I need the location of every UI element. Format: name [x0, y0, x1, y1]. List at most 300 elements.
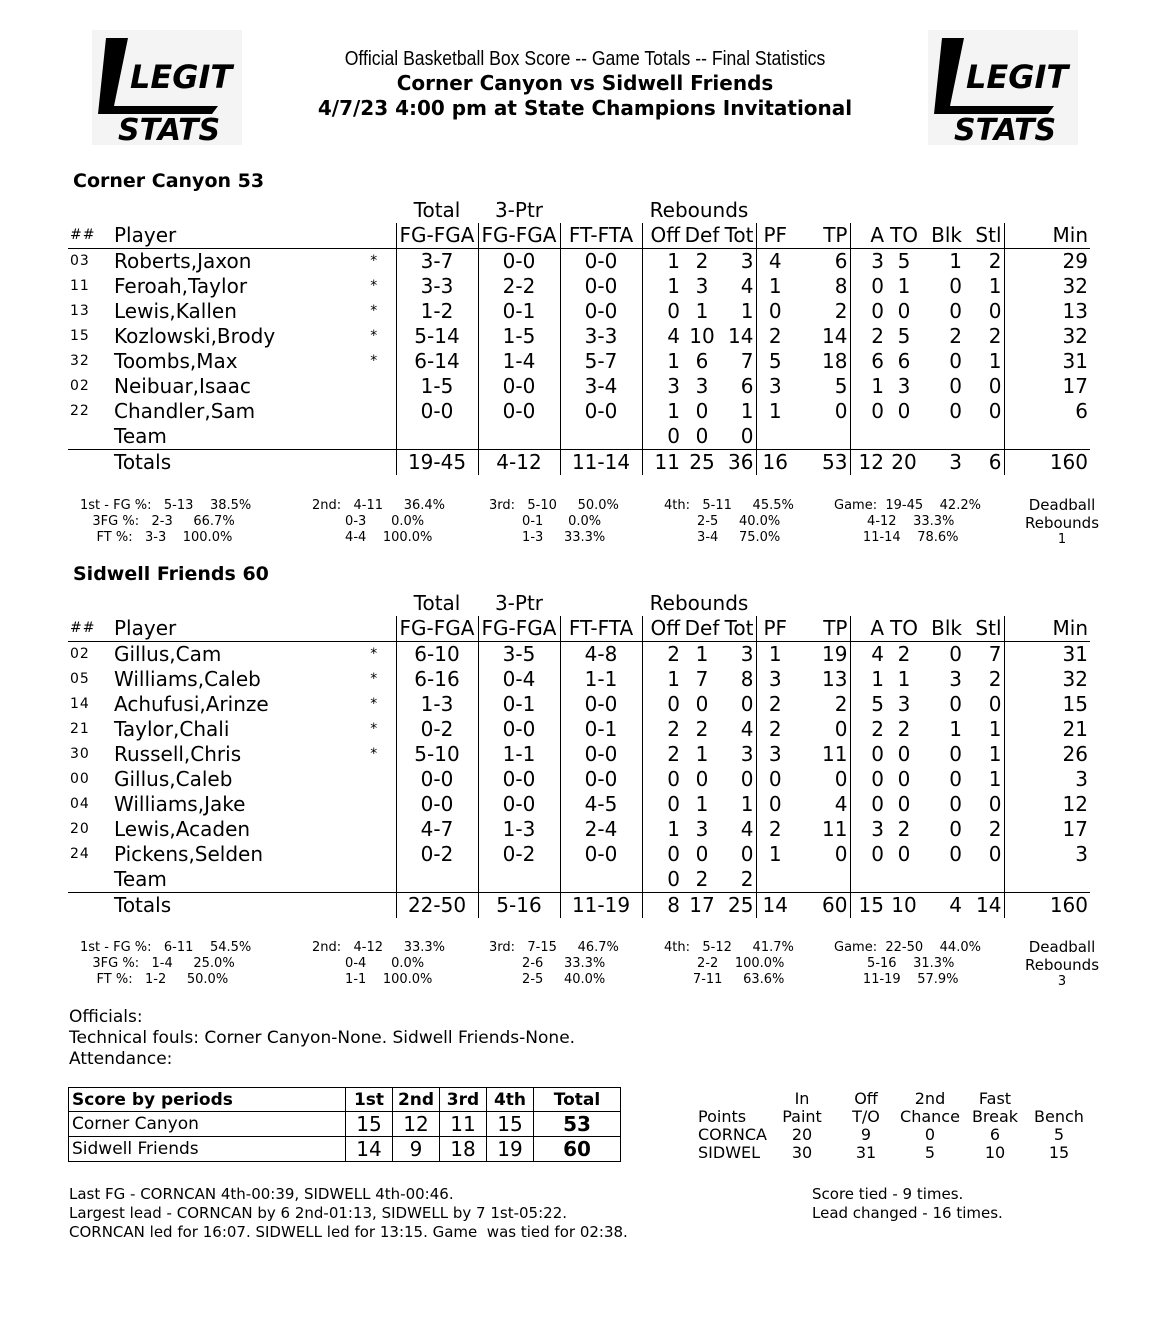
player-tot-cell: 3 — [722, 642, 756, 668]
totals-pf-cell: 16 — [756, 450, 794, 476]
quarter-stat-q3: 3rd: 7-15 46.7% 2-6 33.3% 2-5 40.0% — [489, 940, 619, 987]
column-group-cell — [352, 591, 396, 616]
player-tot-cell: 4 — [722, 817, 756, 842]
player-off-cell: 0 — [667, 767, 680, 791]
player-blk-cell: 0 — [949, 792, 962, 816]
periods-header-cell: 3rd — [440, 1088, 487, 1112]
player-tot-cell: 6 — [722, 374, 756, 399]
player-row — [68, 742, 1090, 767]
player-off-cell: 1 — [667, 667, 680, 691]
player-blk-cell: 1 — [949, 717, 962, 741]
player-pf-cell: 2 — [768, 817, 782, 841]
column-header-blk: Blk — [922, 616, 964, 642]
player-a-cell: 2 — [871, 324, 884, 348]
player-starter-cell — [352, 867, 396, 893]
totals-starter-cell — [352, 893, 396, 919]
player-to-cell: 0 — [897, 299, 911, 323]
player-a-cell — [850, 867, 886, 893]
column-group-row — [68, 591, 1090, 616]
player-row — [68, 349, 1090, 374]
periods-score-cell: 11 — [440, 1112, 487, 1137]
player-fg-cell: 1-3 — [396, 692, 478, 717]
player-a-cell: 3 — [871, 817, 884, 841]
player-name-cell: Gillus,Cam — [114, 642, 222, 666]
player-pf-cell: 1 — [768, 842, 782, 866]
player-tp3-cell: 0-0 — [478, 792, 560, 817]
player-min-cell: 31 — [1062, 642, 1088, 666]
quarter-stat-q2: 2nd: 4-12 33.3% 0-4 0.0% 1-1 100.0% — [312, 940, 446, 987]
player-num-cell: 20 — [70, 821, 90, 837]
tie-summary: Score tied - 9 times. Lead changed - 16 times. — [812, 1185, 1003, 1222]
player-tot-cell: 14 — [722, 324, 756, 349]
player-row — [68, 767, 1090, 792]
player-min-cell: 13 — [1062, 299, 1088, 323]
points-cell: 5 — [1053, 1125, 1065, 1144]
column-group-cell — [68, 198, 112, 223]
player-blk-cell: 0 — [949, 642, 962, 666]
player-off-cell: 1 — [667, 399, 680, 423]
player-tot-cell: 0 — [722, 424, 756, 450]
totals-tot-cell: 25 — [722, 893, 756, 919]
player-name-cell: Williams,Caleb — [114, 667, 261, 691]
player-blk-cell — [922, 867, 964, 893]
column-header-a: A — [850, 223, 886, 249]
player-def-cell: 7 — [695, 667, 709, 691]
player-pf-cell: 0 — [768, 767, 782, 791]
player-a-cell: 4 — [871, 642, 884, 666]
player-a-cell: 0 — [871, 842, 884, 866]
player-def-cell: 1 — [695, 642, 709, 666]
player-stl-cell — [964, 867, 1004, 893]
player-min-cell: 15 — [1062, 692, 1088, 716]
player-ft-cell: 3-3 — [560, 324, 642, 349]
column-header-pf: PF — [756, 223, 794, 249]
player-pf-cell: 2 — [768, 717, 782, 741]
column-group-cell — [1004, 198, 1090, 223]
player-tp3-cell: 0-1 — [478, 299, 560, 324]
periods-header-cell: 2nd — [393, 1088, 440, 1112]
column-header-blk: Blk — [922, 223, 964, 249]
player-row — [68, 792, 1090, 817]
player-tot-cell: 3 — [722, 249, 756, 275]
player-fg-cell: 0-0 — [396, 792, 478, 817]
periods-score-cell: 53 — [534, 1112, 621, 1137]
column-header-fg: FG-FGA — [396, 223, 478, 249]
totals-def-cell: 25 — [682, 450, 722, 476]
player-tp-cell — [794, 424, 850, 450]
game-date-venue: 4/7/23 4:00 pm at State Champions Invitational — [317, 96, 853, 120]
matchup-title: Corner Canyon vs Sidwell Friends — [396, 71, 774, 95]
column-header-def: Def — [682, 616, 722, 642]
player-tp-cell: 0 — [794, 399, 850, 424]
player-tp-cell: 0 — [794, 842, 850, 867]
player-num-cell: 00 — [70, 771, 90, 787]
player-min-cell: 6 — [1075, 399, 1088, 423]
player-fg-cell: 3-3 — [396, 274, 478, 299]
player-tp-cell — [794, 867, 850, 893]
player-a-cell: 1 — [871, 374, 884, 398]
player-row — [68, 667, 1090, 692]
player-off-cell: 0 — [667, 867, 680, 891]
player-num-cell: 21 — [70, 721, 90, 737]
player-def-cell: 0 — [695, 767, 709, 791]
player-blk-cell: 1 — [949, 249, 962, 273]
player-ft-cell: 0-0 — [560, 274, 642, 299]
player-to-cell: 0 — [897, 742, 911, 766]
player-tp-cell: 4 — [794, 792, 850, 817]
player-tp-cell: 11 — [794, 742, 850, 767]
player-blk-cell: 0 — [949, 299, 962, 323]
player-fg-cell: 1-2 — [396, 299, 478, 324]
periods-header-row — [69, 1088, 621, 1112]
legit-stats-logo-graphic — [928, 30, 1078, 145]
totals-row — [68, 893, 1090, 919]
player-pf-cell: 2 — [768, 692, 782, 716]
player-pf-cell: 3 — [768, 374, 782, 398]
player-row — [68, 867, 1090, 893]
points-cell: Paint — [782, 1107, 822, 1126]
column-header-tot: Tot — [722, 223, 756, 249]
player-a-cell: 0 — [871, 767, 884, 791]
player-row — [68, 692, 1090, 717]
player-to-cell: 5 — [897, 324, 911, 348]
player-to-cell: 1 — [897, 274, 911, 298]
column-header-player: Player — [112, 223, 352, 249]
player-blk-cell: 0 — [949, 742, 962, 766]
player-off-cell: 0 — [667, 424, 680, 448]
column-header-tp3: FG-FGA — [478, 616, 560, 642]
player-tp3-cell: 0-1 — [478, 692, 560, 717]
logo-word-legit: LEGIT — [130, 58, 233, 96]
player-row — [68, 424, 1090, 450]
column-header-stl: Stl — [964, 616, 1004, 642]
column-header-min: Min — [1004, 616, 1090, 642]
column-header-tot: Tot — [722, 616, 756, 642]
points-cell: Break — [971, 1107, 1019, 1126]
player-tp-cell: 14 — [794, 324, 850, 349]
logo-word-legit: LEGIT — [966, 58, 1069, 96]
player-blk-cell: 3 — [949, 667, 962, 691]
player-tp3-cell — [478, 424, 560, 450]
player-stl-cell: 2 — [964, 324, 1004, 349]
player-starter-cell: * — [352, 667, 396, 692]
logo-word-stats: STATS — [954, 113, 1057, 145]
column-header-to: TO — [886, 223, 922, 249]
player-ft-cell: 0-0 — [560, 842, 642, 867]
quarter-stat-q3: 3rd: 5-10 50.0% 0-1 0.0% 1-3 33.3% — [489, 498, 619, 545]
totals-ft-cell: 11-19 — [560, 893, 642, 919]
player-starter-cell — [352, 792, 396, 817]
player-def-cell: 0 — [695, 842, 709, 866]
column-group-cell — [964, 591, 1004, 616]
box-score-table — [68, 591, 1090, 918]
player-tot-cell: 4 — [722, 717, 756, 742]
player-stl-cell: 2 — [964, 667, 1004, 692]
column-group-cell — [560, 198, 642, 223]
player-def-cell: 1 — [695, 792, 709, 816]
game-notes — [69, 1007, 575, 1070]
totals-tot-cell: 36 — [722, 450, 756, 476]
player-tp-cell: 13 — [794, 667, 850, 692]
column-group-cell — [922, 591, 964, 616]
player-name-cell: Team — [114, 867, 167, 891]
player-num-cell: 05 — [70, 671, 90, 687]
player-row — [68, 299, 1090, 324]
column-header-off: Off — [642, 223, 682, 249]
player-tp3-cell — [478, 867, 560, 893]
player-tp3-cell: 0-0 — [478, 399, 560, 424]
player-name-cell: Lewis,Acaden — [114, 817, 251, 841]
player-def-cell: 0 — [695, 399, 709, 423]
totals-stl-cell: 14 — [964, 893, 1004, 919]
player-stl-cell: 1 — [964, 349, 1004, 374]
player-to-cell — [886, 424, 922, 450]
totals-min-cell: 160 — [1004, 450, 1090, 476]
deadball-rebounds-label: Deadball Rebounds — [1024, 496, 1100, 532]
player-to-cell: 0 — [897, 767, 911, 791]
player-stl-cell: 7 — [964, 642, 1004, 668]
column-header-pf: PF — [756, 616, 794, 642]
player-off-cell: 2 — [667, 742, 680, 766]
player-tp3-cell: 0-0 — [478, 767, 560, 792]
attendance-line: Attendance: — [69, 1049, 173, 1069]
player-fg-cell: 4-7 — [396, 817, 478, 842]
column-group-cell — [850, 198, 886, 223]
column-group-cell — [756, 591, 794, 616]
player-def-cell: 3 — [695, 817, 709, 841]
player-a-cell: 6 — [871, 349, 884, 373]
points-cell: In — [794, 1089, 810, 1108]
player-tot-cell: 1 — [722, 299, 756, 324]
player-blk-cell: 0 — [949, 767, 962, 791]
totals-pf-cell: 14 — [756, 893, 794, 919]
player-stl-cell: 0 — [964, 692, 1004, 717]
column-group-rebounds: Rebounds — [649, 591, 749, 615]
totals-a-cell: 12 — [850, 450, 886, 476]
totals-num-cell — [68, 893, 112, 919]
player-row — [68, 399, 1090, 424]
totals-tp3-cell: 4-12 — [478, 450, 560, 476]
player-min-cell — [1004, 867, 1090, 893]
player-row — [68, 817, 1090, 842]
player-starter-cell: * — [352, 299, 396, 324]
score-by-periods-table — [68, 1087, 621, 1162]
player-a-cell — [850, 424, 886, 450]
points-cell: 9 — [860, 1125, 872, 1144]
periods-team-name: Sidwell Friends — [69, 1137, 346, 1162]
player-tp-cell: 18 — [794, 349, 850, 374]
player-a-cell: 3 — [871, 249, 884, 273]
column-group-cell: Total — [413, 591, 461, 615]
player-name-cell: Feroah,Taylor — [114, 274, 248, 298]
totals-name-cell: Totals — [112, 450, 352, 476]
player-name-cell: Chandler,Sam — [114, 399, 256, 423]
player-tot-cell: 3 — [722, 742, 756, 767]
player-name-cell: Achufusi,Arinze — [114, 692, 269, 716]
player-stl-cell: 1 — [964, 742, 1004, 767]
points-cell: T/O — [852, 1107, 880, 1126]
player-num-cell: 02 — [70, 378, 90, 394]
player-def-cell: 0 — [695, 424, 709, 448]
deadball-rebounds-value: 3 — [1057, 974, 1067, 989]
points-cell: 6 — [989, 1125, 1001, 1144]
column-header-ft: FT-FTA — [560, 616, 642, 642]
player-pf-cell: 1 — [768, 399, 782, 423]
player-pf-cell: 1 — [768, 642, 782, 666]
player-pf-cell: 5 — [768, 349, 782, 373]
player-to-cell: 2 — [897, 717, 911, 741]
column-header-off: Off — [642, 616, 682, 642]
column-group-cell — [964, 198, 1004, 223]
quarter-stat-q2: 2nd: 4-11 36.4% 0-3 0.0% 4-4 100.0% — [312, 498, 446, 545]
player-tot-cell: 0 — [722, 842, 756, 867]
player-ft-cell: 0-0 — [560, 742, 642, 767]
player-num-cell: 03 — [70, 253, 90, 269]
player-fg-cell — [396, 867, 478, 893]
player-tp-cell: 0 — [794, 717, 850, 742]
points-cell: Chance — [900, 1107, 960, 1126]
column-group-cell — [1004, 591, 1090, 616]
totals-fg-cell: 19-45 — [396, 450, 478, 476]
player-to-cell: 3 — [897, 692, 911, 716]
points-cell: SIDWEL — [698, 1143, 761, 1162]
player-stl-cell: 0 — [964, 374, 1004, 399]
player-a-cell: 0 — [871, 274, 884, 298]
periods-header-cell: Score by periods — [69, 1088, 346, 1112]
player-fg-cell: 5-10 — [396, 742, 478, 767]
periods-team-row — [69, 1112, 621, 1137]
player-pf-cell — [756, 424, 794, 450]
player-tp-cell: 6 — [794, 249, 850, 275]
player-name-cell: Russell,Chris — [114, 742, 242, 766]
periods-score-cell: 12 — [393, 1112, 440, 1137]
column-header-player: Player — [112, 616, 352, 642]
column-header-tp3: FG-FGA — [478, 223, 560, 249]
player-name-cell: Lewis,Kallen — [114, 299, 237, 323]
column-header-row — [68, 223, 1090, 249]
player-pf-cell: 0 — [768, 792, 782, 816]
column-header-to: TO — [886, 616, 922, 642]
totals-off-cell: 8 — [642, 893, 682, 919]
player-blk-cell: 0 — [949, 842, 962, 866]
player-def-cell: 2 — [695, 717, 709, 741]
player-min-cell: 26 — [1062, 742, 1088, 766]
player-num-cell: 02 — [70, 646, 90, 662]
player-ft-cell: 0-1 — [560, 717, 642, 742]
player-tot-cell: 8 — [722, 667, 756, 692]
column-group-cell — [850, 591, 886, 616]
player-min-cell: 32 — [1062, 667, 1088, 691]
points-cell: Off — [854, 1089, 878, 1108]
player-def-cell: 2 — [695, 249, 709, 273]
totals-def-cell: 17 — [682, 893, 722, 919]
player-tp3-cell: 1-4 — [478, 349, 560, 374]
player-pf-cell: 4 — [768, 249, 782, 273]
player-fg-cell: 0-0 — [396, 767, 478, 792]
player-to-cell: 3 — [897, 374, 911, 398]
player-fg-cell: 3-7 — [396, 249, 478, 275]
player-off-cell: 1 — [667, 817, 680, 841]
player-off-cell: 1 — [667, 249, 680, 273]
player-min-cell: 3 — [1075, 767, 1088, 791]
totals-num-cell — [68, 450, 112, 476]
column-group-cell — [886, 198, 922, 223]
player-min-cell: 32 — [1062, 274, 1088, 298]
player-tp-cell: 0 — [794, 767, 850, 792]
player-stl-cell: 1 — [964, 767, 1004, 792]
column-group-cell — [794, 198, 850, 223]
player-def-cell: 0 — [695, 692, 709, 716]
player-tot-cell: 1 — [722, 399, 756, 424]
player-num-cell: 11 — [70, 278, 90, 294]
player-stl-cell: 1 — [964, 274, 1004, 299]
player-min-cell: 31 — [1062, 349, 1088, 373]
player-tot-cell: 2 — [722, 867, 756, 893]
column-group-cell — [112, 198, 352, 223]
player-starter-cell — [352, 424, 396, 450]
legit-stats-logo-right — [928, 30, 1078, 145]
player-ft-cell: 5-7 — [560, 349, 642, 374]
player-to-cell — [886, 867, 922, 893]
column-group-cell: 3-Ptr — [494, 591, 544, 615]
player-row — [68, 324, 1090, 349]
column-group-cell — [112, 591, 352, 616]
player-ft-cell: 4-5 — [560, 792, 642, 817]
player-fg-cell: 0-0 — [396, 399, 478, 424]
points-cell: 31 — [855, 1143, 877, 1162]
player-tp3-cell: 0-0 — [478, 374, 560, 399]
player-off-cell: 0 — [667, 842, 680, 866]
player-tp3-cell: 1-1 — [478, 742, 560, 767]
periods-header-cell: 1st — [346, 1088, 393, 1112]
player-name-cell: Williams,Jake — [114, 792, 246, 816]
totals-name-cell: Totals — [112, 893, 352, 919]
player-to-cell: 6 — [897, 349, 911, 373]
player-tot-cell: 7 — [722, 349, 756, 374]
player-starter-cell: * — [352, 324, 396, 349]
player-ft-cell: 4-8 — [560, 642, 642, 668]
periods-score-cell: 9 — [393, 1137, 440, 1162]
player-blk-cell: 2 — [949, 324, 962, 348]
quarter-stat-q1: 1st - FG %: 6-11 54.5% 3FG %: 1-4 25.0% FT %: 1-2 50.0% — [80, 940, 252, 987]
player-def-cell: 2 — [695, 867, 709, 891]
player-tp3-cell: 1-3 — [478, 817, 560, 842]
player-name-cell: Roberts,Jaxon — [114, 249, 252, 273]
player-a-cell: 0 — [871, 299, 884, 323]
player-row — [68, 274, 1090, 299]
player-ft-cell: 1-1 — [560, 667, 642, 692]
quarter-stat-q4: 4th: 5-11 45.5% 2-5 40.0% 3-4 75.0% — [664, 498, 794, 545]
player-fg-cell: 0-2 — [396, 842, 478, 867]
player-fg-cell — [396, 424, 478, 450]
column-group-cell — [352, 198, 396, 223]
player-off-cell: 0 — [667, 299, 680, 323]
column-header-starter — [352, 616, 396, 642]
player-min-cell: 21 — [1062, 717, 1088, 741]
player-blk-cell: 0 — [949, 349, 962, 373]
player-off-cell: 2 — [667, 717, 680, 741]
player-num-cell: 22 — [70, 403, 90, 419]
totals-blk-cell: 4 — [922, 893, 964, 919]
player-off-cell: 0 — [667, 792, 680, 816]
points-cell: CORNCA — [698, 1125, 767, 1144]
team-title: Sidwell Friends 60 — [73, 563, 269, 585]
player-fg-cell: 6-10 — [396, 642, 478, 668]
points-cell: 30 — [791, 1143, 813, 1162]
totals-min-cell: 160 — [1004, 893, 1090, 919]
player-ft-cell: 0-0 — [560, 692, 642, 717]
column-header-min: Min — [1004, 223, 1090, 249]
